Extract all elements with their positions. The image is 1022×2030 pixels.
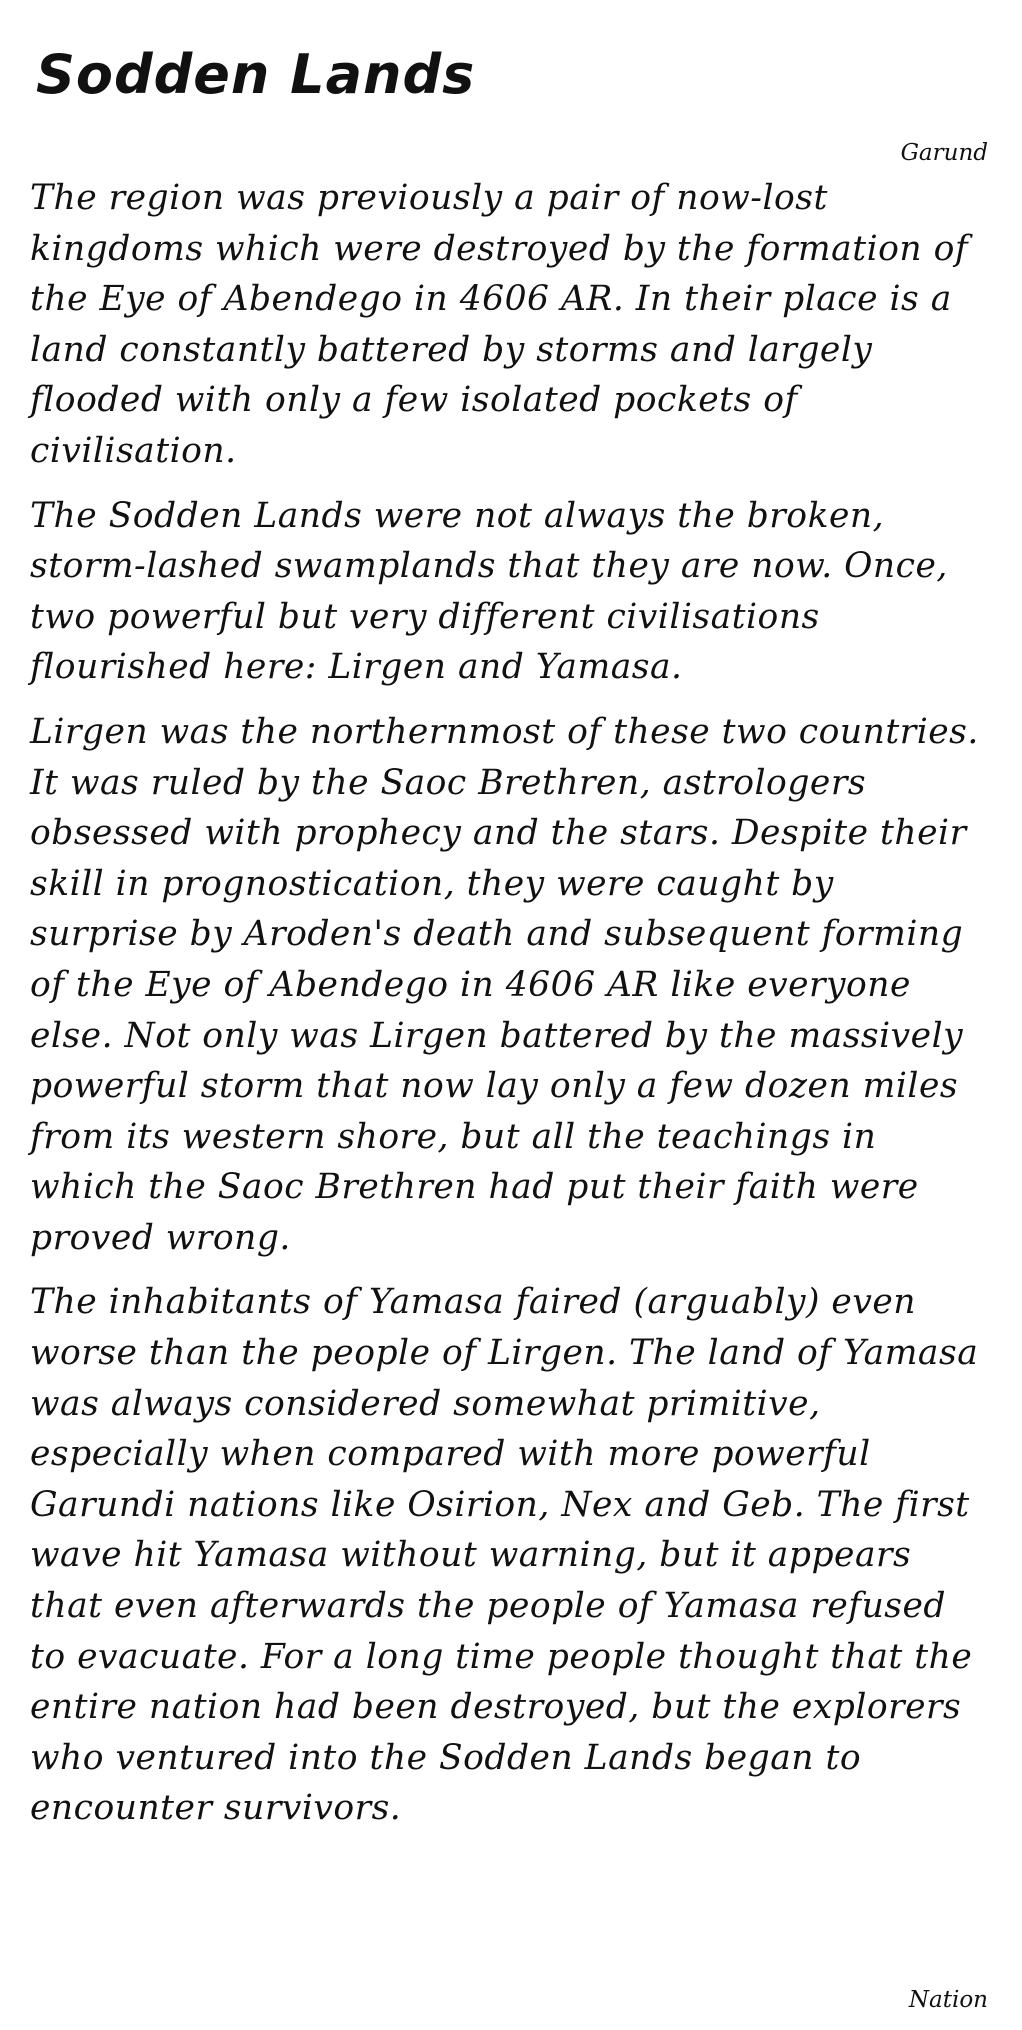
paragraph-lirgen: Lirgen was the northernmost of these two countries. It was ruled by the Saoc Brethren, astrologers obsessed with prophecy and the stars. Despite their skill in prognostication, they were caught by surprise by Aroden's death and subsequent forming of the Eye of Abendego in 4606 AR like everyone else. Not only was Lirgen battered by the massively powerful storm that now lay only a few dozen miles from its western shore, but all the teachings in which the Saoc Brethren had put their faith were proved wrong. <box>30 711 979 1258</box>
paragraph-history: The Sodden Lands were not always the broken, storm-lashed swamplands that they are now. Once, two powerful but very different civilisations flourished here: Lirgen and Yamasa. <box>30 495 948 688</box>
page-title: Sodden Lands <box>36 43 476 106</box>
paragraph-yamasa: The inhabitants of Yamasa faired (arguably) even worse than the people of Lirgen. The land of Yamasa was always considered somewhat primitive, especially when compared with more powerful Garundi nations like Osirion, Nex and Geb. The first wave hit Yamasa without warning, but it appears that even afterwards the people of Yamasa refused to evacuate. For a long time people thought that the entire nation had been destroyed, but the explorers who ventured into the Sodden Lands began to encounter survivors. <box>30 1282 979 1829</box>
article-body <box>30 173 990 1848</box>
category-tag: Nation <box>908 1987 988 2013</box>
region-tag: Garund <box>900 140 988 166</box>
paragraph-intro: The region was previously a pair of now-lost kingdoms which were destroyed by the formation of the Eye of Abendego in 4606 AR. In their place is a land constantly battered by storms and largely flooded with only a few isolated pockets of civilisation. <box>30 178 969 471</box>
